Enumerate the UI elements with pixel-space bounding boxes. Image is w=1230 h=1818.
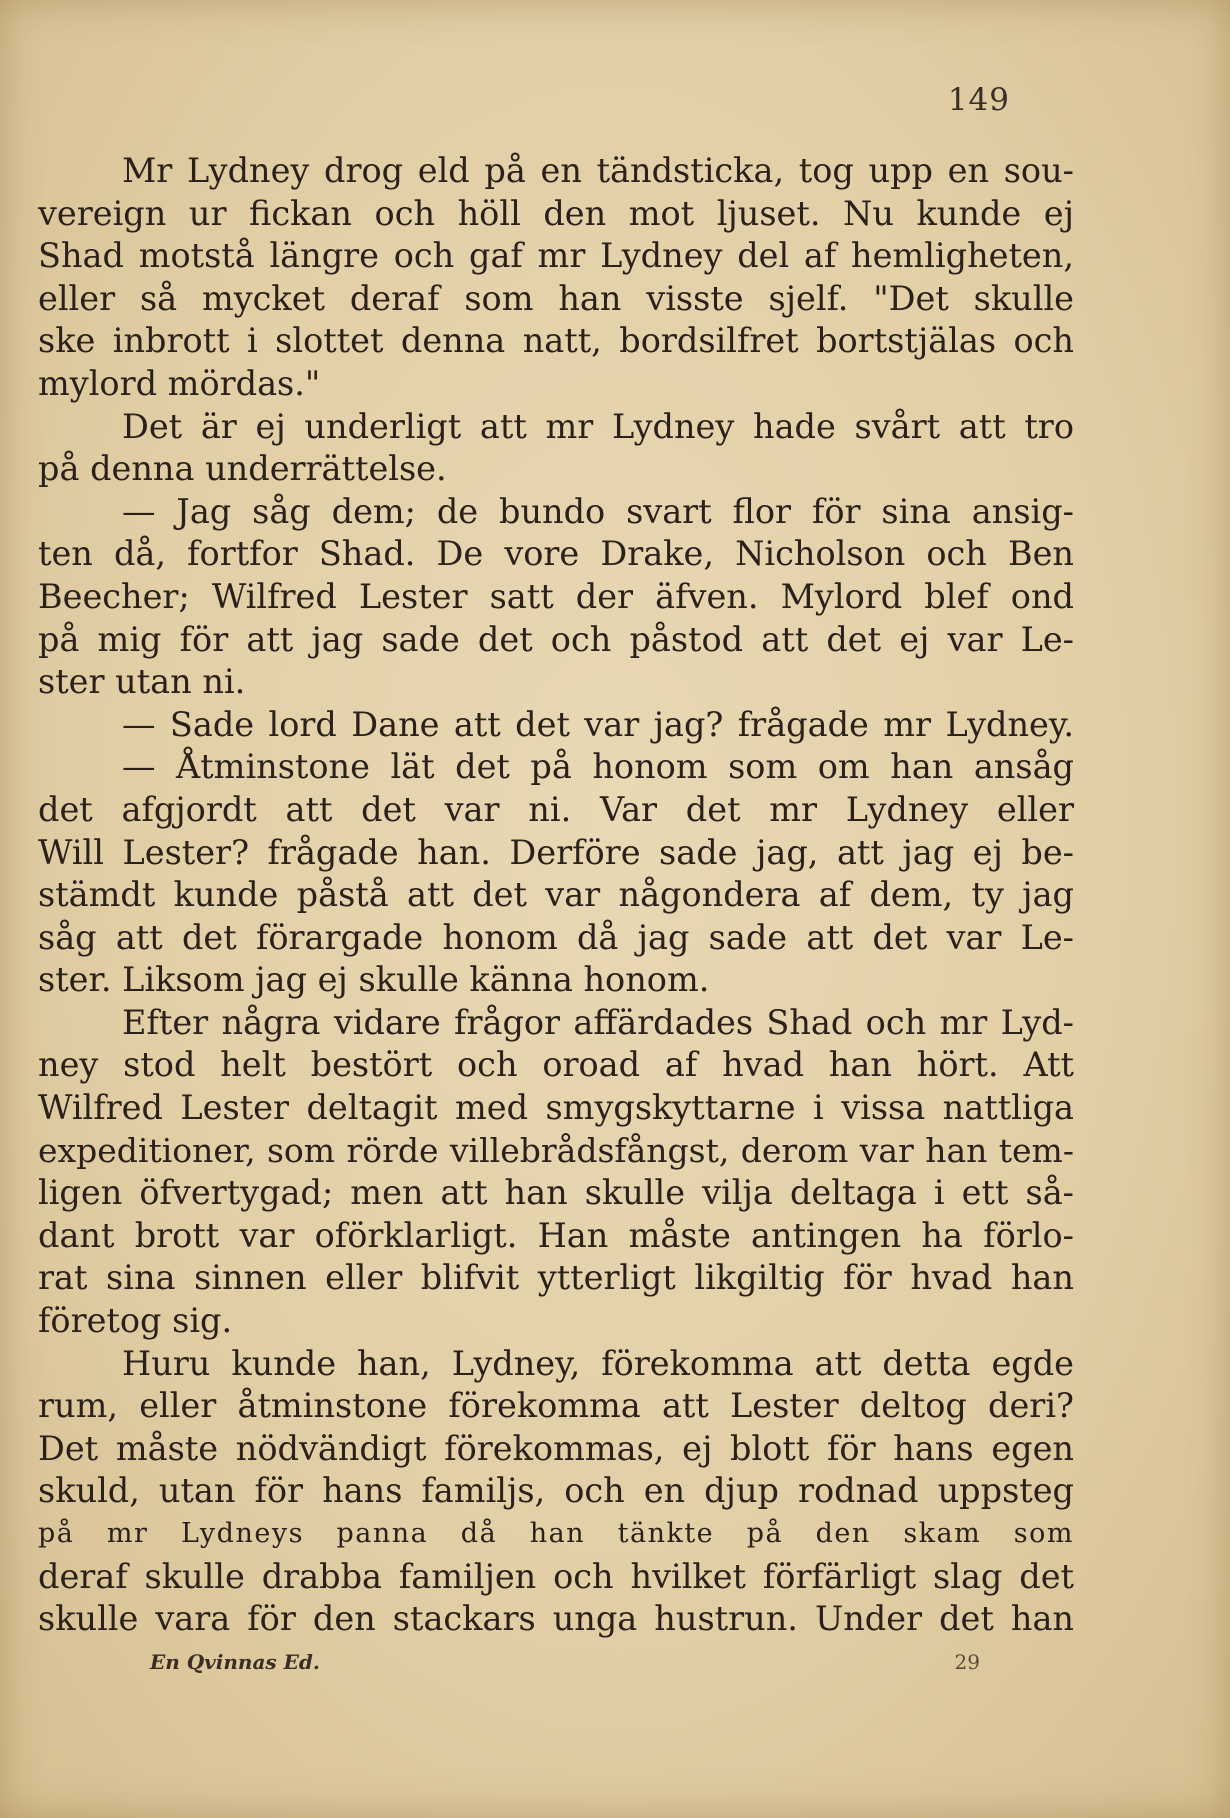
text-line: Efter några vidare frågor affärdades Shad och mr Lyd-: [122, 1002, 1074, 1042]
text-line: ske inbrott i slottet denna natt, bordsilfret bortstjälas och: [38, 321, 1074, 361]
text-line: rum, eller åtminstone förekomma att Lester deltog deri?: [38, 1386, 1074, 1426]
text-line: skulle vara för den stackars unga hustrun. Under det han: [38, 1599, 1074, 1639]
text-line: eller så mycket deraf som han visste sjelf. "Det skulle: [38, 278, 1074, 318]
text-line: rat sina sinnen eller blifvit ytterligt likgiltig för hvad han: [38, 1258, 1074, 1298]
text-line: dant brott var oförklarligt. Han måste antingen ha förlo-: [38, 1215, 1074, 1255]
text-line: — Jag såg dem; de bundo svart flor för sina ansig-: [122, 491, 1074, 531]
text-line: vereign ur fickan och höll den mot ljuset. Nu kunde ej: [38, 193, 1074, 233]
page-number: 149: [947, 82, 1010, 118]
text-line: mylord mördas.": [38, 363, 321, 403]
text-line: såg att det förargade honom då jag sade att det var Le-: [38, 917, 1074, 957]
text-line: på denna underrättelse.: [38, 449, 447, 489]
text-line: ney stod helt bestört och oroad af hvad han hört. Att: [38, 1045, 1074, 1085]
text-line: skuld, utan för hans familjs, och en djup rodnad uppsteg: [38, 1471, 1074, 1511]
text-line: Huru kunde han, Lydney, förekomma att detta egde: [122, 1343, 1074, 1383]
text-line: Shad motstå längre och gaf mr Lydney del af hemligheten,: [38, 236, 1074, 276]
text-line: ster. Liksom jag ej skulle känna honom.: [38, 960, 710, 1000]
text-line: Det måste nödvändigt förekommas, ej blott för hans egen: [38, 1428, 1074, 1468]
text-line: på mig för att jag sade det och påstod att det ej var Le-: [38, 619, 1074, 659]
footer-book-title: En Qvinnas Ed.: [150, 1650, 320, 1674]
text-line: Wilfred Lester deltagit med smygskyttarne i vissa nattliga: [38, 1088, 1074, 1128]
body-text: [38, 150, 1074, 1641]
text-line: på mr Lydneys panna då han tänkte på den skam som: [38, 1518, 1074, 1549]
text-line: — Åtminstone lät det på honom som om han ansåg: [122, 747, 1074, 787]
page-footer: [150, 1650, 980, 1680]
text-line: stämdt kunde påstå att det var någondera af dem, ty jag: [38, 875, 1074, 915]
text-line: deraf skulle drabba familjen och hvilket förfärligt slag det: [38, 1556, 1074, 1596]
text-line: ten då, fortfor Shad. De vore Drake, Nicholson och Ben: [38, 534, 1074, 574]
text-line: Mr Lydney drog eld på en tändsticka, tog upp en sou-: [122, 151, 1074, 190]
text-line: ligen öfvertygad; men att han skulle vilja deltaga i ett så-: [38, 1173, 1074, 1213]
footer-signature-mark: 29: [954, 1650, 980, 1674]
text-line: företog sig.: [38, 1301, 233, 1341]
text-line: Beecher; Wilfred Lester satt der äfven. Mylord blef ond: [38, 576, 1074, 616]
text-line: ster utan ni.: [38, 662, 246, 702]
text-line: det afgjordt att det var ni. Var det mr Lydney eller: [38, 789, 1074, 829]
text-line: expeditioner, som rörde villebrådsfångst, derom var han tem-: [38, 1130, 1074, 1170]
text-line: — Sade lord Dane att det var jag? frågade mr Lydney.: [122, 704, 1074, 744]
text-line: Will Lester? frågade han. Derföre sade jag, att jag ej be-: [38, 832, 1074, 872]
text-line: Det är ej underligt att mr Lydney hade svårt att tro: [122, 406, 1074, 446]
